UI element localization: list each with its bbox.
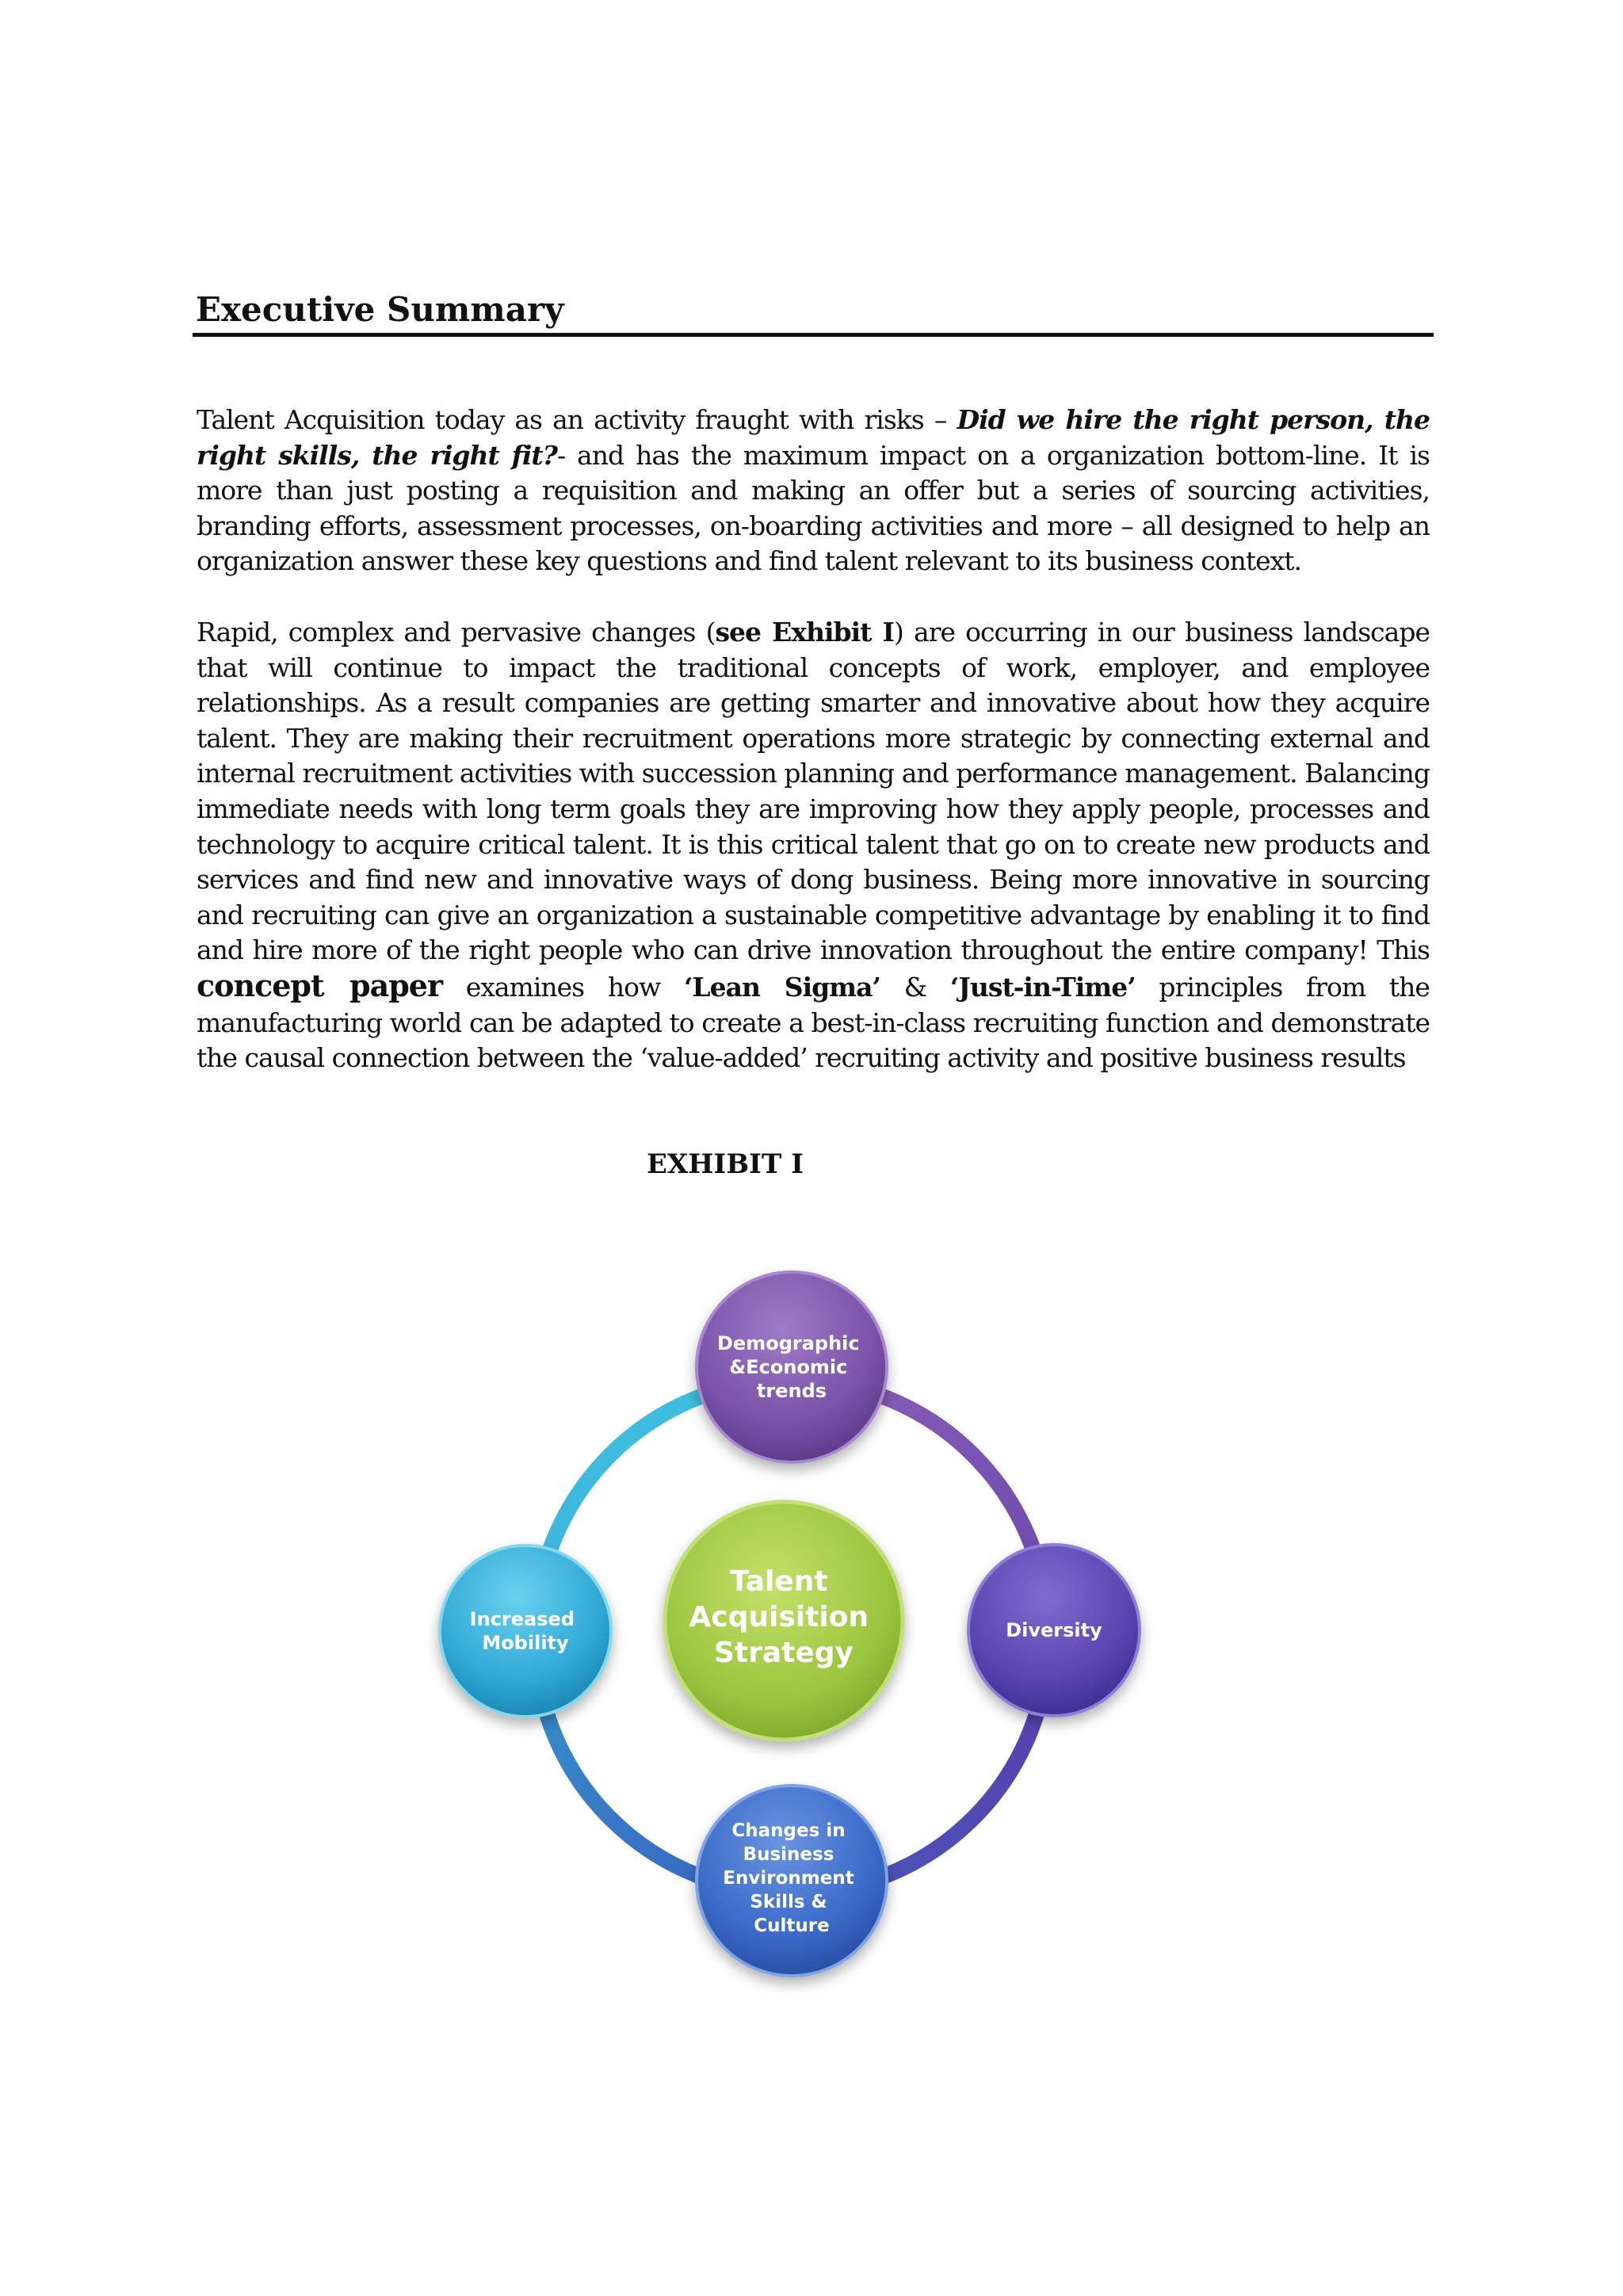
node-bottom-line-2: Business bbox=[743, 1844, 834, 1865]
node-center-line-3: Strategy bbox=[713, 1637, 854, 1669]
just-in-time-term: ‘Just-in-Time’ bbox=[949, 971, 1136, 1003]
intro-text: Talent Acquisition today as an activity fraught with risks – bbox=[197, 404, 957, 435]
paragraph-changes bbox=[197, 615, 1430, 1076]
node-center-line-1: Talent bbox=[729, 1565, 828, 1598]
changes-text-1: Rapid, complex and pervasive changes ( bbox=[197, 617, 716, 648]
node-top-line-1: Demographic bbox=[717, 1332, 860, 1354]
node-top-line-2: &Economic bbox=[729, 1356, 848, 1378]
section-title: Executive Summary bbox=[196, 290, 564, 329]
changes-text-2: ) are occurring in our business landscape that will continue to impact the traditional concepts of work, employer, and employee relationships. As a result companies are getting smarter and innovative about how they acquire talent. They are making their recruitment operations more strategic by connecting external and internal recruitment activities with succession planning and performance management. Balancing immediate needs with long term goals they are improving how they apply people, processes and technology to acquire critical talent. It is this critical talent that go on to create new products and services and find new and innovative ways of dong business. Being more innovative in sourcing and recruiting can give an organization a sustainable competitive advantage by enabling it to find and hire more of the right people who can drive innovation throughout the entire company! This bbox=[197, 617, 1430, 966]
node-bottom-line-5: Culture bbox=[754, 1916, 830, 1936]
changes-text-4: principles from the manufacturing world can be adapted to create a best-in-class recruiting function and demonstrate the causal connection between the ‘value-added’ recruiting activity and positive business results bbox=[197, 971, 1430, 1074]
node-bottom-line-1: Changes in bbox=[731, 1820, 846, 1841]
ampersand: & bbox=[880, 971, 950, 1003]
paragraph-intro bbox=[197, 403, 1430, 579]
node-right-label bbox=[1006, 1619, 1102, 1641]
node-left-line-2: Mobility bbox=[482, 1632, 569, 1654]
node-top-line-3: trends bbox=[756, 1380, 827, 1402]
concept-paper-emphasis: concept paper bbox=[197, 967, 442, 1003]
node-center-line-2: Acquisition bbox=[689, 1601, 869, 1633]
changes-text-3: examines how bbox=[441, 971, 684, 1003]
exhibit-label: EXHIBIT I bbox=[647, 1148, 804, 1180]
node-bottom-line-3: Environment bbox=[723, 1868, 854, 1889]
title-rule bbox=[193, 333, 1434, 337]
intro-continuation: - and has the maximum impact on a organization bottom-line. It is more than just posting a requisition and making an offer but a series of sourcing activities, branding efforts, assessment processes, on-boarding activities and more – all designed to help an organization answer these key questions and find talent relevant to its business context. bbox=[197, 439, 1430, 577]
node-left-line-1: Increased bbox=[469, 1608, 575, 1630]
exhibit-diagram bbox=[420, 1264, 1165, 1993]
node-right-line-1: Diversity bbox=[1006, 1619, 1102, 1641]
key-questions: Did we hire the right person, the right skills, the right fit? bbox=[197, 404, 1430, 471]
node-increased-mobility bbox=[440, 1545, 611, 1717]
node-bottom-line-4: Skills & bbox=[750, 1892, 827, 1912]
see-exhibit-ref: see Exhibit I bbox=[715, 617, 894, 648]
lean-sigma-term: ‘Lean Sigma’ bbox=[683, 971, 880, 1003]
